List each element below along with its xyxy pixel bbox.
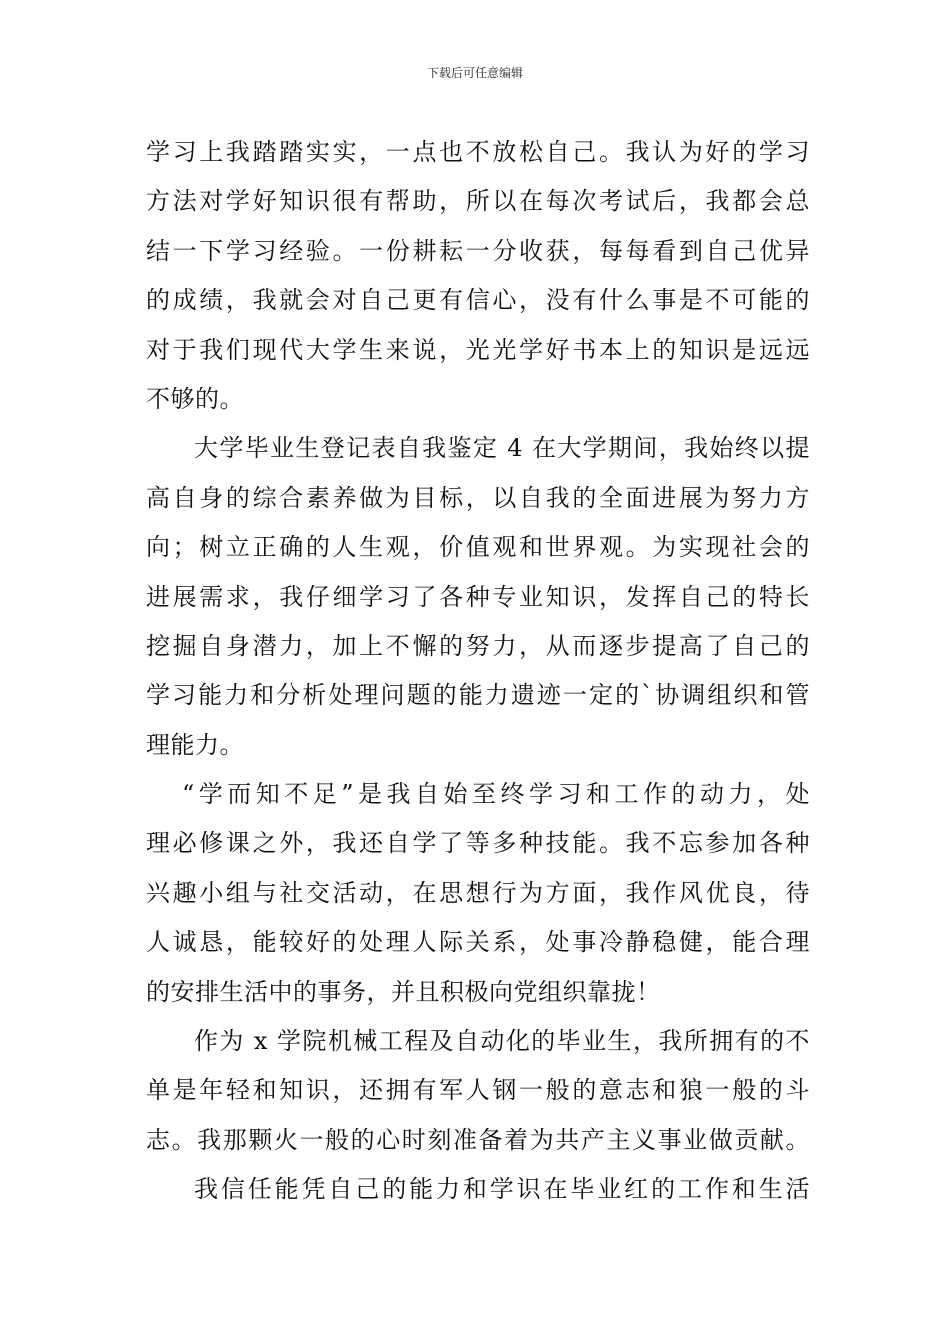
text-line: 不够的。: [146, 384, 244, 413]
text-line: 高自身的综合素养做为目标，以自我的全面进展为努力方: [146, 483, 810, 512]
text-line: “学而知不足”是我自始至终学习和工作的动力，处: [182, 780, 810, 809]
paragraph-2: [146, 424, 810, 770]
text-line: 学习上我踏踏实实，一点也不放松自己。我认为好的学习: [146, 138, 810, 166]
text-line: 作为 x 学院机械工程及自动化的毕业生，我所拥有的不: [194, 1027, 810, 1056]
paragraph-5: [146, 1165, 810, 1214]
text-line: 挖掘自身潜力，加上不懈的努力，从而逐步提高了自己的: [146, 631, 810, 660]
text-line: 人诚恳，能较好的处理人际关系，处事冷静稳健，能合理: [146, 928, 810, 957]
text-line: 兴趣小组与社交活动，在思想行为方面，我作风优良，待: [146, 878, 810, 907]
text-line: 理必修课之外，我还自学了等多种技能。我不忘参加各种: [146, 829, 810, 858]
text-line: 的成绩，我就会对自己更有信心，没有什么事是不可能的: [146, 286, 810, 315]
text-line: 的安排生活中的事务，并且积极向党组织靠拢！: [146, 977, 661, 1006]
text-line: 大学毕业生登记表自我鉴定 4 在大学期间，我始终以提: [194, 434, 810, 463]
paragraph-1: [146, 128, 810, 424]
text-line: 单是年轻和知识，还拥有军人钢一般的意志和狼一般的斗: [146, 1076, 810, 1105]
text-line: 对于我们现代大学生来说，光光学好书本上的知识是远远: [146, 335, 810, 364]
text-line: 向；树立正确的人生观，价值观和世界观。为实现社会的: [146, 533, 810, 562]
document-body: [146, 128, 810, 1215]
text-line: 理能力。: [146, 730, 244, 759]
paragraph-4: [146, 1017, 810, 1165]
text-line: 学习能力和分析处理问题的能力遗迹一定的`协调组织和管: [146, 681, 810, 710]
text-line: 我信任能凭自己的能力和学识在毕业红的工作和生活: [194, 1175, 810, 1204]
page-header: 下载后可任意编辑: [426, 66, 523, 80]
text-line: 进展需求，我仔细学习了各种专业知识，发挥自己的特长: [146, 582, 810, 611]
text-line: 方法对学好知识很有帮助，所以在每次考试后，我都会总: [146, 187, 810, 216]
text-line: 志。我那颗火一般的心时刻准备着为共产主义事业做贡献。: [146, 1125, 810, 1154]
paragraph-3: [146, 770, 810, 1017]
text-line: 结一下学习经验。一份耕耘一分收获，每每看到自己优异: [146, 236, 810, 265]
